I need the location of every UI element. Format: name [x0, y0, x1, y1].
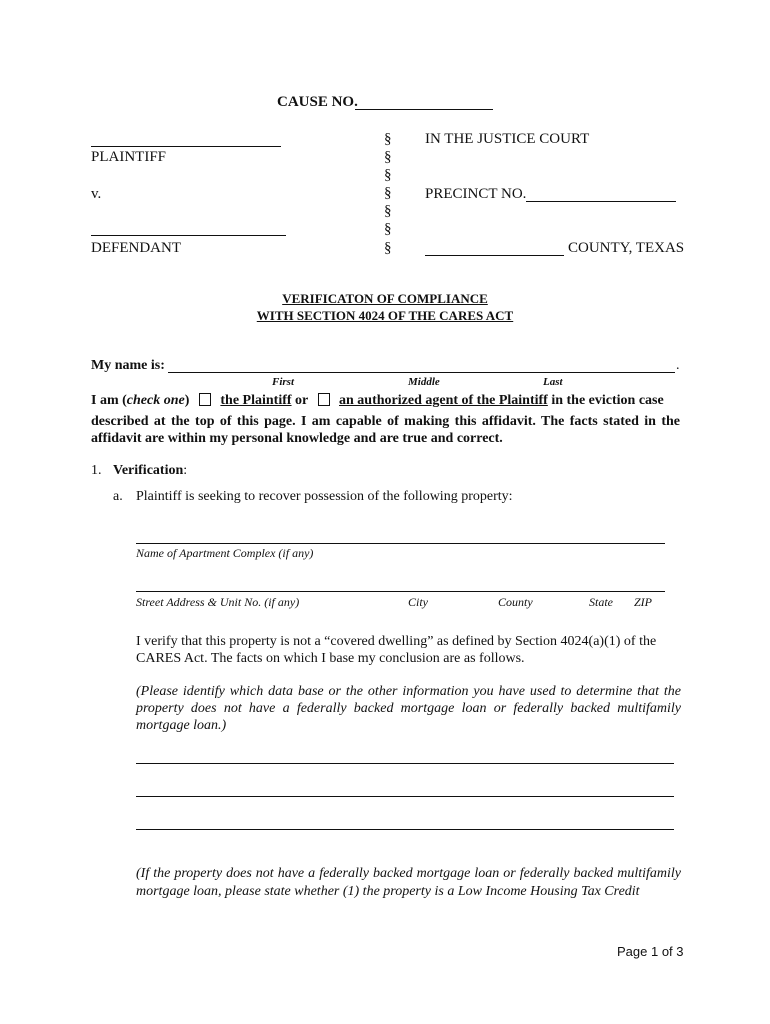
precinct-field[interactable] [526, 201, 676, 202]
identify-instructions: (Please identify which data base or the other information you have used to determine that the property does not have a federally backed mortgage loan or federally backed multifamily mortgage loan.) [136, 684, 681, 733]
or-text: or [295, 393, 309, 408]
county-texas-label: COUNTY, TEXAS [568, 240, 685, 256]
agent-option-label: an authorized agent of the Plaintiff [339, 393, 548, 408]
document-title-line1: VERIFICATON OF COMPLIANCE [282, 291, 488, 306]
street-address-field[interactable] [136, 591, 665, 592]
section-symbol: § [384, 149, 392, 165]
court-label: IN THE JUSTICE COURT [425, 131, 590, 147]
plaintiff-checkbox[interactable] [199, 393, 211, 406]
role-line [91, 393, 664, 409]
verification-colon: : [183, 463, 188, 478]
page-number: Page 1 of 3 [617, 944, 684, 959]
plaintiff-name-field[interactable] [91, 146, 281, 147]
role-suffix: in the eviction case [551, 393, 664, 408]
explanation-line-3[interactable] [136, 829, 674, 830]
item-a-text: Plaintiff is seeking to recover possession of the following property: [136, 489, 513, 504]
name-period: . [676, 358, 680, 373]
explanation-line-2[interactable] [136, 796, 674, 797]
name-label: My name is: [91, 358, 165, 373]
apartment-name-field[interactable] [136, 543, 665, 544]
section-symbol: § [384, 131, 392, 147]
role-paren: ) [184, 393, 190, 408]
section-symbol: § [384, 203, 392, 219]
plaintiff-label: PLAINTIFF [91, 149, 167, 165]
county-field[interactable] [425, 255, 564, 256]
section-symbol: § [384, 240, 392, 256]
explanation-line-1[interactable] [136, 763, 674, 764]
verification-heading: Verification [113, 463, 184, 478]
apartment-name-caption: Name of Apartment Complex (if any) [136, 546, 314, 560]
capability-statement: described at the top of this page. I am capable of making this affidavit. The facts stated in the affidavit are within my personal knowledge and are true and correct. [91, 414, 680, 446]
covered-dwelling-statement: I verify that this property is not a “covered dwelling” as defined by Section 4024(a)(1) of the CARES Act. The facts on which I base my conclusion are as follows. [136, 634, 657, 666]
last-name-caption: Last [543, 376, 563, 388]
state-caption: State [589, 595, 613, 609]
city-caption: City [408, 595, 428, 609]
role-prefix: I am ( [91, 393, 127, 408]
county-caption: County [498, 595, 533, 609]
middle-name-caption: Middle [408, 376, 440, 388]
check-one-text: check one [126, 393, 185, 408]
zip-caption: ZIP [634, 595, 652, 609]
cause-no-field[interactable] [355, 109, 493, 110]
section-symbol: § [384, 167, 392, 183]
item-a-label: a. [113, 489, 123, 504]
name-field[interactable] [168, 372, 675, 373]
first-name-caption: First [272, 376, 295, 388]
cause-no-label: CAUSE NO. [277, 94, 358, 110]
section-symbol: § [384, 185, 392, 201]
lihtc-instructions: (If the property does not have a federally backed mortgage loan or federally backed multifamily mortgage loan, please state whether (1) the property is a Low Income Housing Tax Credit [136, 866, 681, 899]
plaintiff-option-label: the Plaintiff [220, 393, 292, 408]
versus-label: v. [91, 186, 102, 202]
street-address-caption: Street Address & Unit No. (if any) [136, 595, 300, 609]
section-symbol: § [384, 221, 392, 237]
defendant-name-field[interactable] [91, 235, 286, 236]
document-title-line2: WITH SECTION 4024 OF THE CARES ACT [256, 308, 514, 323]
defendant-label: DEFENDANT [91, 240, 181, 256]
precinct-label: PRECINCT NO. [425, 186, 527, 202]
verification-heading-line [113, 463, 187, 479]
agent-checkbox[interactable] [318, 393, 330, 406]
verification-number: 1. [91, 463, 102, 478]
